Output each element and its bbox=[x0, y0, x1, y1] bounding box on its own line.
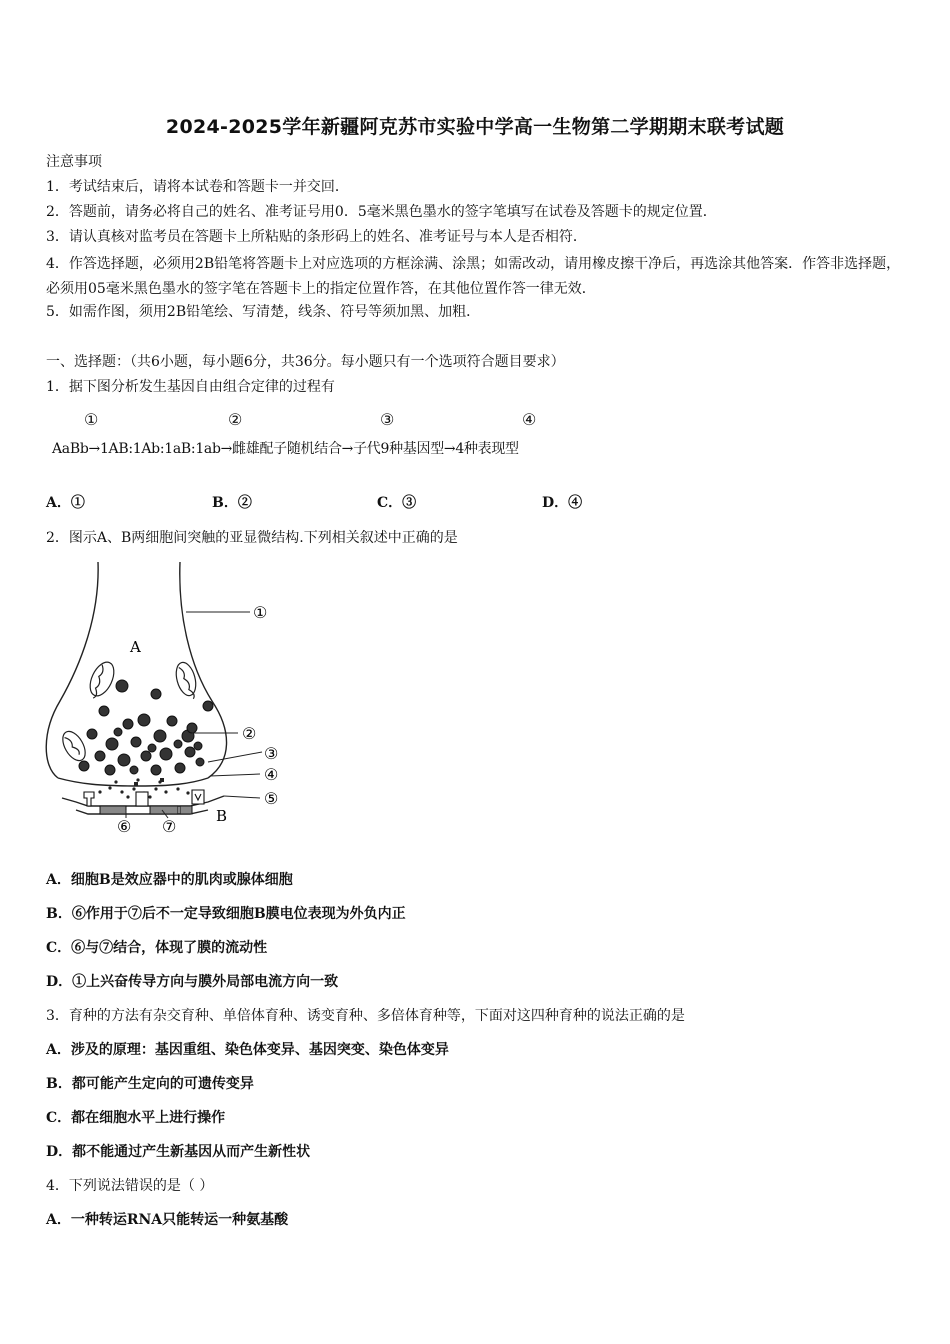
label-7: ⑦ bbox=[162, 817, 177, 836]
label-6: ⑥ bbox=[117, 817, 132, 836]
notice-item: 5．如需作图，须用2B铅笔绘、写清楚，线条、符号等须加黑、加粗． bbox=[46, 304, 481, 320]
label-5: ⑤ bbox=[264, 789, 279, 808]
q3-option-a[interactable]: A．涉及的原理：基因重组、染色体变异、基因突变、染色体变异 bbox=[46, 1042, 449, 1058]
process-marker-1: ① bbox=[84, 410, 99, 429]
q3-option-c[interactable]: C．都在细胞水平上进行操作 bbox=[46, 1110, 226, 1126]
q3-option-d[interactable]: D．都不能通过产生新基因从而产生新性状 bbox=[46, 1144, 311, 1160]
notice-heading: 注意事项 bbox=[46, 154, 102, 170]
exam-title: 2024-2025学年新疆阿克苏市实验中学高一生物第二学期期末联考试题 bbox=[165, 116, 785, 138]
question-1-stem: 1．据下图分析发生基因自由组合定律的过程有 bbox=[46, 379, 335, 395]
cell-a-label: A bbox=[130, 638, 141, 656]
notice-item: 1．考试结束后，请将本试卷和答题卡一并交回． bbox=[46, 179, 349, 195]
label-4: ④ bbox=[264, 765, 279, 784]
notice-item: 3．请认真核对监考员在答题卡上所粘贴的条形码上的姓名、准考证号与本人是否相符． bbox=[46, 229, 587, 245]
option-c[interactable]: C．③ bbox=[377, 495, 417, 511]
notice-item: 4．作答选择题，必须用2B铅笔将答题卡上对应选项的方框涂满、涂黑；如需改动，请用橡皮擦干净后，再选涂其他答案．作答非选择题，必须用05毫米黑色墨水的签字笔在答题卡上的指定位置作答，在其他位置作答一律无效． bbox=[46, 256, 901, 297]
option-b[interactable]: B．② bbox=[212, 495, 252, 511]
q4-option-a[interactable]: A．一种转运RNA只能转运一种氨基酸 bbox=[46, 1212, 289, 1228]
question-4-stem: 4．下列说法错误的是（ ） bbox=[46, 1178, 214, 1194]
label-2: ② bbox=[242, 724, 257, 743]
q2-option-b[interactable]: B．⑥作用于⑦后不一定导致细胞B膜电位表现为外负内正 bbox=[46, 906, 406, 922]
label-3: ③ bbox=[264, 744, 279, 763]
process-marker-4: ④ bbox=[522, 410, 537, 429]
question-2-stem: 2．图示A、B两细胞间突触的亚显微结构.下列相关叙述中正确的是 bbox=[46, 530, 458, 546]
label-1: ① bbox=[253, 603, 268, 622]
genetics-flow: AaBb→1AB:1Ab:1aB:1ab→雌雄配子随机结合→子代9种基因型→4种表现型 bbox=[52, 441, 519, 457]
q2-option-a[interactable]: A．细胞B是效应器中的肌肉或腺体细胞 bbox=[46, 872, 293, 888]
q2-option-c[interactable]: C．⑥与⑦结合，体现了膜的流动性 bbox=[46, 940, 268, 956]
q3-option-b[interactable]: B．都可能产生定向的可遗传变异 bbox=[46, 1076, 254, 1092]
q2-option-d[interactable]: D．①上兴奋传导方向与膜外局部电流方向一致 bbox=[46, 974, 339, 990]
process-marker-2: ② bbox=[228, 410, 243, 429]
synapse-figure bbox=[40, 556, 300, 846]
option-a[interactable]: A．① bbox=[46, 495, 85, 511]
option-d[interactable]: D．④ bbox=[542, 495, 583, 511]
question-3-stem: 3．育种的方法有杂交育种、单倍体育种、诱变育种、多倍体育种等，下面对这四种育种的说法正确的是 bbox=[46, 1008, 685, 1024]
section-heading: 一、选择题：（共6小题，每小题6分，共36分。每小题只有一个选项符合题目要求） bbox=[46, 354, 565, 370]
cell-b-label: B bbox=[216, 807, 228, 825]
notice-item: 2．答题前，请务必将自己的姓名、准考证号用0．5毫米黑色墨水的签字笔填写在试卷及答题卡的规定位置． bbox=[46, 204, 717, 220]
process-marker-3: ③ bbox=[380, 410, 395, 429]
